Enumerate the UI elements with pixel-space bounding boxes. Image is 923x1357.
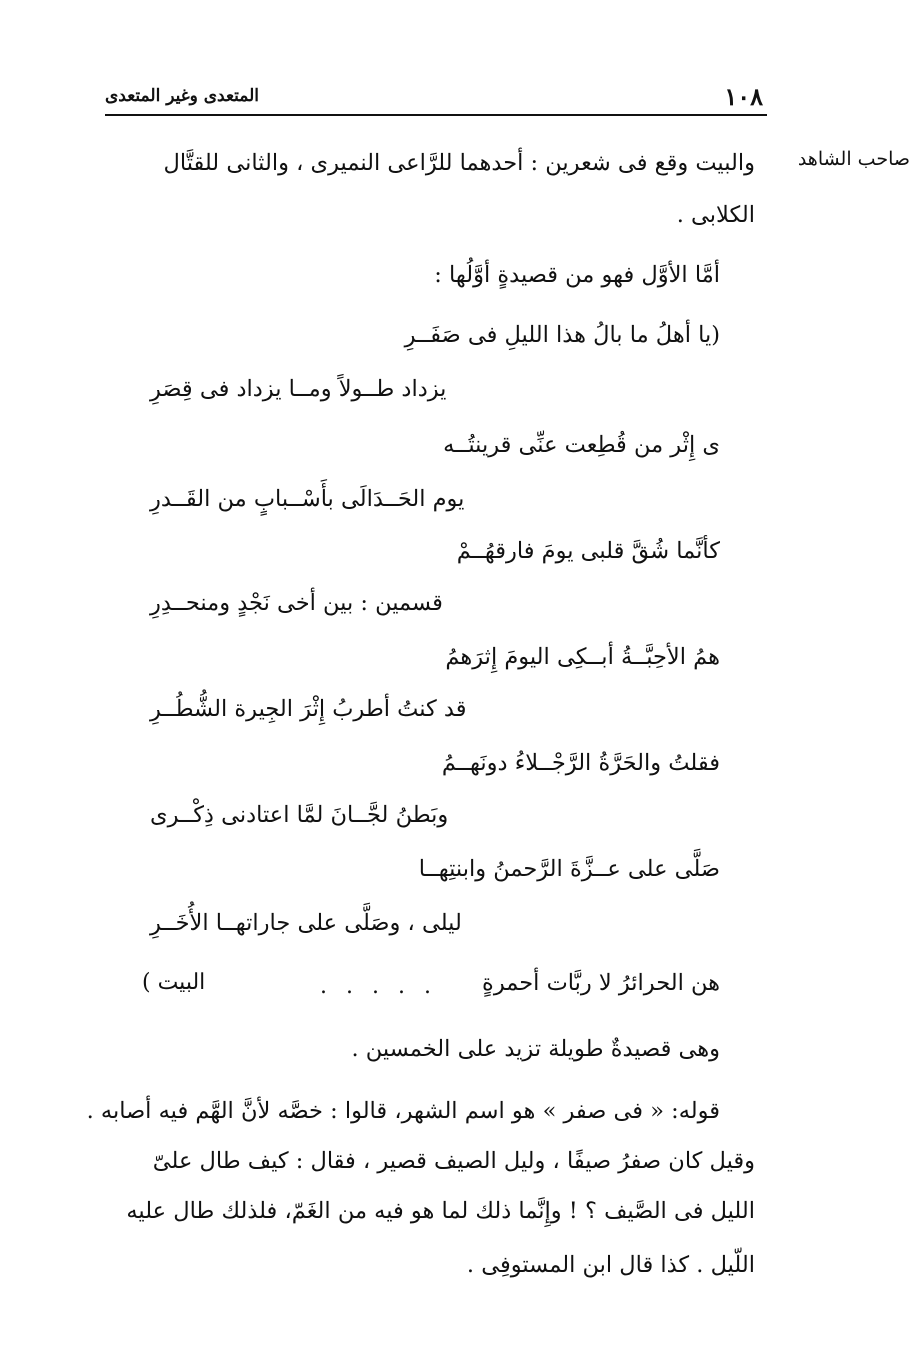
poem-hemistich: ليلى ، وصَلَّى على جاراتهــا الأُخَــرِ	[150, 910, 462, 936]
poem-hemistich: ى إِثْر من قُطِعت عنِّى قرينتُــه	[443, 432, 720, 458]
poem-hemistich: همُ الأحِبَّــةُ أبــكِى اليومَ إِثرَهمُ	[445, 644, 720, 670]
poem-hemistich: يوم الحَــدَالَى بأَسْــبابٍ من القَــدرِ	[150, 486, 465, 512]
poem-hemistich: يزداد طــولاً ومــا يزداد فى قِصَرِ	[150, 376, 447, 402]
poem-hemistich: صَلَّى على عــزَّةَ الرَّحمنُ وابنتِهــا	[418, 856, 720, 882]
commentary-line: قوله: « فى صفر » هو اسم الشهر، قالوا : خصَّه لأنَّ الهَّم فيه أصابه .	[86, 1098, 720, 1124]
poem-hemistich: قد كنتُ أطربُ إِثْرَ الجِيرة الشُّطُــرِ	[150, 696, 467, 722]
intro-line: الكلابى .	[676, 202, 755, 228]
running-title: المتعدى وغير المتعدى	[105, 86, 260, 106]
margin-note: صاحب الشاهد	[797, 148, 910, 170]
page-header	[105, 78, 767, 116]
intro-line: أمَّا الأوَّل فهو من قصيدةٍ أوَّلُها :	[434, 262, 720, 288]
after-poem-line: وهى قصيدةٌ طويلة تزيد على الخمسين .	[351, 1036, 720, 1062]
poem-hemistich: هن الحرائرُ لا ربَّات أحمرةٍ	[482, 970, 720, 996]
poem-hemistich: فقلتُ والحَرَّةُ الرَّجْــلاءُ دونَهــمُ	[441, 750, 720, 776]
commentary-line: الليل فى الصَّيف ؟ ! وإِنَّما ذلك لما هو فيه من الغَمّ، فلذلك طال عليه	[126, 1198, 755, 1224]
intro-line: والبيت وقع فى شعرين : أحدهما للرَّاعى النميرى ، والثانى للقتَّال	[163, 150, 755, 176]
poem-ellipsis: . . . . .	[320, 974, 437, 999]
poem-hemistich: وبَطنُ لجَّــانَ لمَّا اعتادنى ذِكْــرى	[150, 802, 449, 828]
poem-hemistich: (يا أهلُ ما بالُ هذا الليلِ فى صَفَــرِ	[404, 322, 720, 348]
commentary-line: اللّيل . كذا قال ابن المستوفِى .	[466, 1252, 755, 1278]
commentary-line: وقيل كان صفرُ صيفًا ، وليل الصيف قصير ، فقال : كيف طال علىّ	[152, 1148, 755, 1174]
poem-hemistich: قسمين : بين أخى نَجْدٍ ومنحــدِرِ	[150, 590, 443, 616]
page-number: ١٠٨	[724, 82, 763, 111]
poem-hemistich: كأنَّما شُقَّ قلبى يومَ فارقهُــمْ	[456, 538, 720, 564]
poem-end-marker: البيت )	[142, 970, 206, 995]
